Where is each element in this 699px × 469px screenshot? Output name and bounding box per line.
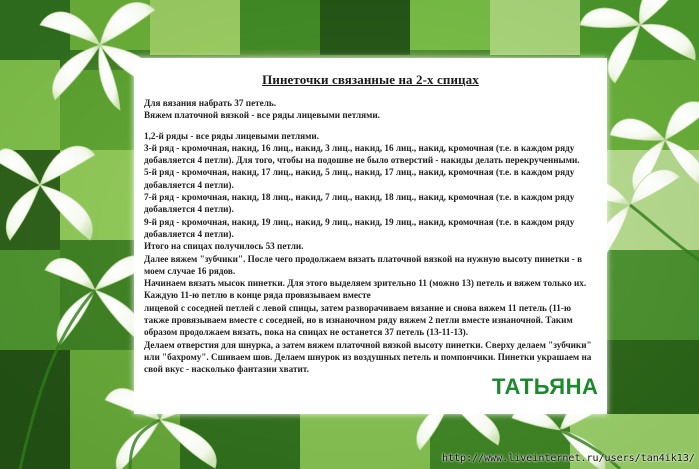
paragraph: Итого на спицах получилось 53 петли. xyxy=(144,241,304,252)
page-title: Пинеточки связанные на 2-х спицах xyxy=(262,72,479,87)
watermark-url: http://www.liveinternet.ru/users/tan4ik13/ xyxy=(442,453,695,464)
paragraph: 3-й ряд - кромочная, накид, 16 лиц., накид, 3 лиц., накид, 16 лиц., накид, кромочная (т.е. в каждом ряду добавляется 4 петли). Для того, чтобы на подошве не было отверстий - накиды делать перекрученными. xyxy=(144,142,580,166)
recipe-text xyxy=(144,97,596,376)
paragraph: 9-й ряд - кромочная, накид, 19 лиц., накид, 9 лиц., накид, 19 лиц., накид, кромочная (т.е. в каждом ряду добавляется 4 петли). xyxy=(144,216,575,239)
paragraph: 1,2-й ряды - все ряды лицевыми петлями. xyxy=(144,130,319,141)
paragraph: 5-й ряд - кромочная, накид, 17 лиц., накид, 5 лиц., накид, 17 лиц., накид, кромочная (т.е. в каждом ряду добавляется 4 петли). xyxy=(144,167,575,190)
paragraph-spacer xyxy=(144,122,596,130)
paragraph: лицевой с соседней петлей с левой спицы, затем разворачиваем вязание и снова вяжем 11 петель (11-ю также провязываем вместе с соседней, но в изнаночном ряду вяжем 2 петли вместе изнаночной. Таким образом продолжаем вязать, пока на спицах не останется 37 петель (13-11-13). xyxy=(144,302,573,338)
paragraph: Для вязания набрать 37 петель. xyxy=(144,98,277,108)
paragraph: Далее вяжем "зубчики". После чего продолжаем вязать платочной вязкой на нужную высоту пинетки - в моем случае 16 рядов. xyxy=(144,253,583,276)
paragraph: 7-й ряд - кромочная, накид, 18 лиц., накид, 7 лиц., накид, 18 лиц., накид, кромочная (т.е. в каждом ряду добавляется 4 петли). xyxy=(144,192,575,215)
author-signature: ТАТЬЯНА xyxy=(492,374,599,399)
recipe-card xyxy=(134,58,607,414)
paragraph: Делаем отверстия для шнурка, а затем вяжем платочной вязкой высоту пинетки. Сверху делаем "зубчики" или "бахрому". Сшиваем шов. Делаем шнурок из воздушных петель и помпончики. Пинетки украшаем на свой вкус - насколько фантазии хватит. xyxy=(144,339,592,375)
paragraph: Вяжем платочной вязкой - все ряды лицевыми петлями. xyxy=(144,110,380,121)
paragraph: Начинаем вязать мысок пинетки. Для этого выделяем зрительно 11 (можно 13) петель и вяжем только их. Каждую 11-ю петлю в конце ряда провязываем вместе xyxy=(144,278,587,301)
